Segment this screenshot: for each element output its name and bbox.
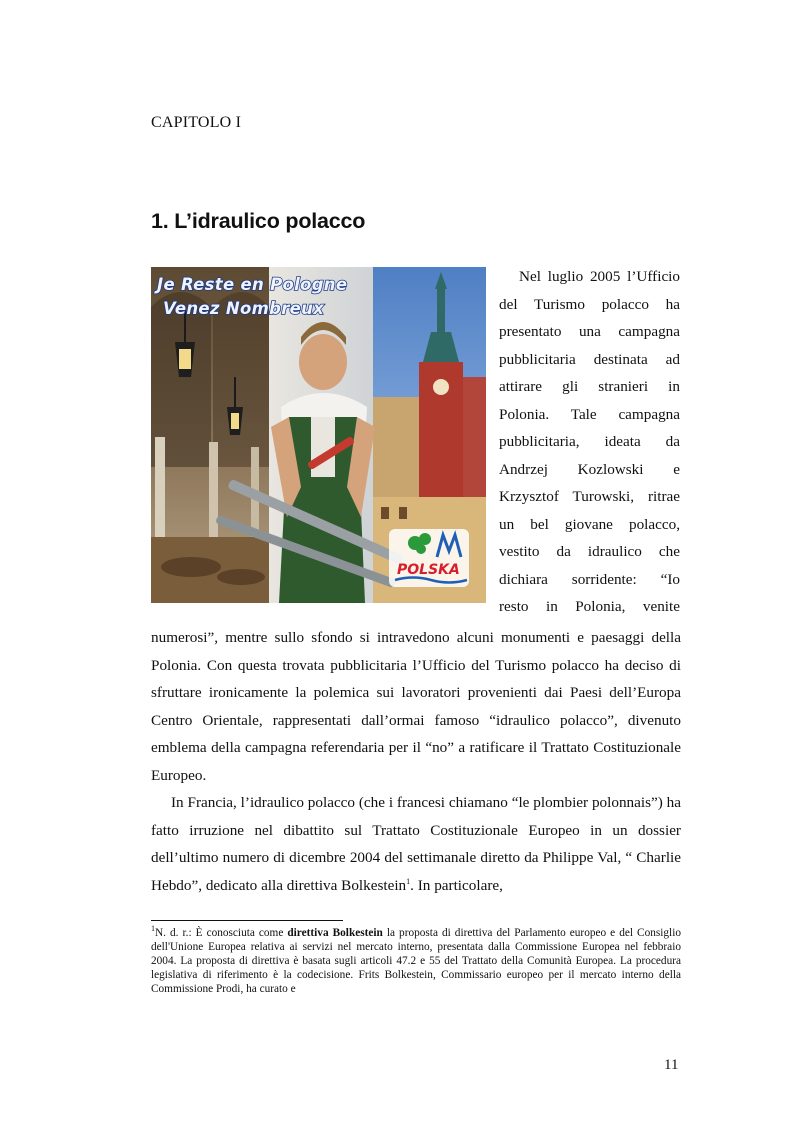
intro-paragraph-continuation: numerosi”, mentre sullo sfondo si intravedono alcuni monumenti e paesaggi della Polonia. Con questa trovata pubblicitaria l’Ufficio del Turismo polacco ha deciso di sfruttare ironicamente la polemica sui lavoratori provenienti dai Paesi dell’Europa Centro Orientale, rappresentati dall’ormai famoso “idraulico polacco”, divenuto emblema della campagna referendaria per il “no” a ratificare il Trattato Costituzionale Europeo. — [151, 629, 681, 784]
footnote-number: 1 — [151, 924, 155, 934]
text-line: un bel giovane polacco, — [499, 515, 680, 533]
paragraph-charlie-hebdo — [151, 789, 681, 899]
polska-logo-text: POLSKA — [397, 562, 460, 578]
text-line: vestito da idraulico che — [499, 543, 680, 560]
text-line: pubblicitaria, ideata da — [499, 433, 680, 450]
paragraph-tail: . In particolare, — [410, 876, 503, 894]
page-number: 11 — [664, 1057, 679, 1073]
text-line: Andrzej Kozlowski e — [499, 460, 680, 478]
text-line: Nel luglio 2005 l’Ufficio — [519, 268, 680, 285]
footnote-text: la proposta di direttiva del Parlamento europeo e del Consiglio dell'Unione Europea relativa ai servizi nel mercato interno, presentata dalla Commissione Europea nel febbraio 2004. La proposta di direttiva è basata sugli articoli 47.2 e 55 del Trattato della Comunità Europea. La procedura legislativa di riferimento è la codecisione. Frits Bolkestein, Commissario europeo per il mercato interno della Commissione Prodi, ha curato e — [151, 927, 681, 995]
footnote-prefix: N. d. r.: È conosciuta come — [155, 927, 288, 939]
section-title: 1. L’idraulico polacco — [151, 209, 366, 233]
footnote — [151, 924, 681, 997]
text-line: presentato una campagna — [499, 323, 680, 340]
polska-logo — [389, 529, 469, 587]
footnote-reference[interactable]: 1 — [406, 876, 411, 886]
footnote-bold-term: direttiva Bolkestein — [287, 927, 383, 939]
poster-headline-line2: Venez Nombreux — [163, 299, 325, 318]
text-line: pubblicitaria destinata ad — [499, 350, 680, 368]
text-line: attirare gli stranieri in — [499, 378, 680, 395]
text-line: Krzysztof Turowski, ritrae — [499, 488, 680, 505]
paragraph-text: In Francia, l’idraulico polacco (che i francesi chiamano “le plombier polonnais”) ha fatto irruzione nel dibattito sul Trattato Costituzionale Europeo in un dossier dell’ultimo numero di dicembre 2004 del settimanale diretto da Philippe Val, “ Charlie Hebdo”, dedicato alla direttiva Bolkestein — [151, 794, 681, 894]
text-line: del Turismo polacco ha — [499, 295, 680, 313]
poster-headline-line1: Je Reste en Pologne — [157, 275, 348, 294]
text-line: dichiara sorridente: “Io — [499, 570, 680, 588]
footnote-separator — [151, 920, 343, 921]
chapter-heading: CAPITOLO I — [151, 114, 242, 131]
polish-plumber-poster — [151, 267, 486, 603]
text-line: Polonia. Tale campagna — [499, 405, 680, 423]
text-line: resto in Polonia, venite — [499, 598, 680, 615]
intro-paragraph-wrapped — [499, 263, 680, 621]
